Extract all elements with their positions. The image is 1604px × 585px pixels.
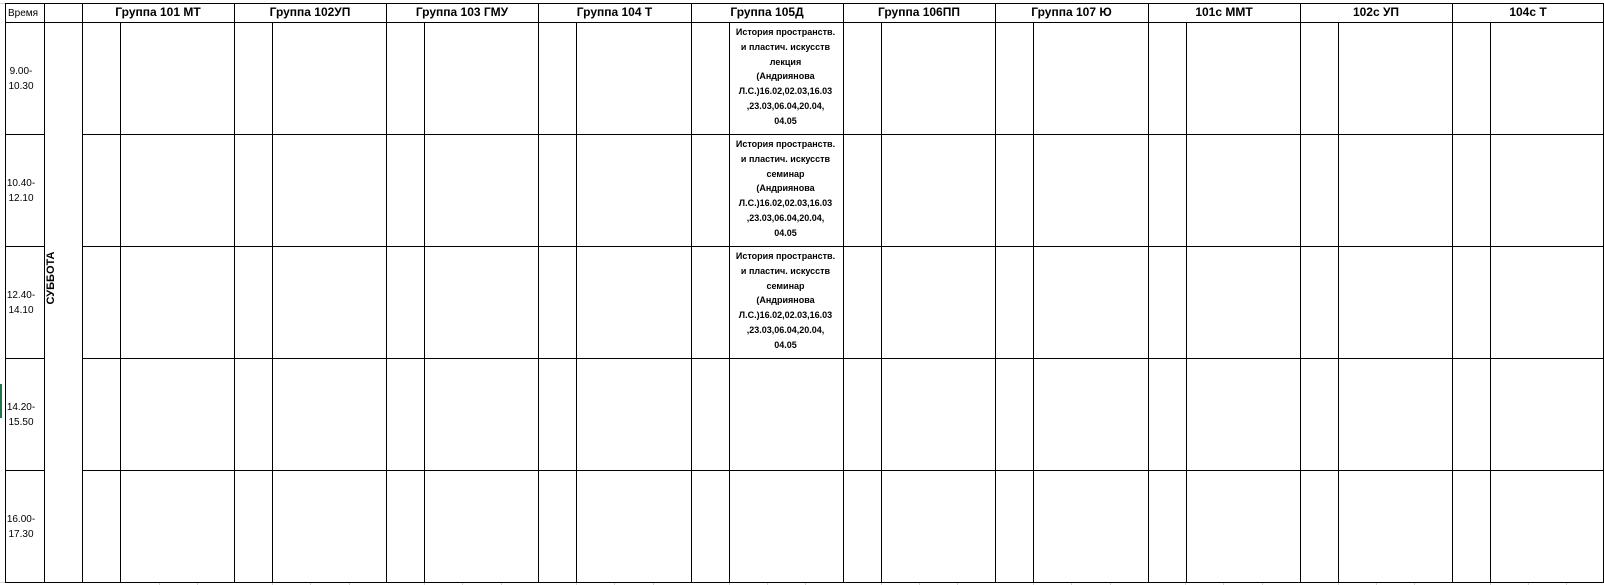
- grid-vline: [1186, 22, 1187, 582]
- time-slot-3[interactable]: [3, 288, 39, 318]
- grid-vline: [1300, 3, 1301, 582]
- lesson-line: (Андриянова: [756, 71, 815, 82]
- lesson-line: Л.С.)16.02,02.03,16.03: [738, 198, 833, 209]
- grid-vline: [1148, 3, 1149, 582]
- group-header-103gmu[interactable]: Группа 103 ГМУ: [415, 5, 509, 19]
- time-slot-4[interactable]: [3, 400, 39, 430]
- group-header-101mt[interactable]: Группа 101 МТ: [115, 5, 201, 19]
- lesson-105d-slot-2[interactable]: [729, 137, 842, 241]
- grid-hline: [5, 582, 1604, 583]
- grid-hline: [82, 470, 1604, 471]
- group-header-106pp[interactable]: Группа 106ПП: [878, 5, 960, 19]
- lesson-105d-slot-3[interactable]: [729, 249, 842, 353]
- grid-vline: [120, 22, 121, 582]
- lesson-line: (Андриянова: [756, 295, 815, 306]
- time-slot-end: 15.50: [8, 417, 34, 428]
- lesson-line: и пластич. искусств: [740, 41, 831, 52]
- grid-vline: [576, 22, 577, 582]
- time-slot-start: 9.00-: [9, 66, 33, 77]
- lesson-line: ,23.03,06.04,20.04,: [746, 100, 825, 111]
- time-column-header[interactable]: Время: [8, 8, 39, 19]
- time-slot-start: 12.40-: [6, 290, 36, 301]
- lesson-line: Л.С.)16.02,02.03,16.03: [738, 310, 833, 321]
- time-slot-end: 17.30: [8, 529, 34, 540]
- grid-vline: [1452, 3, 1453, 582]
- grid-vline: [1490, 22, 1491, 582]
- time-slot-1[interactable]: [3, 64, 39, 94]
- lesson-line: (Андриянова: [756, 183, 815, 194]
- lesson-line: История пространств.: [735, 27, 836, 37]
- grid-hline: [82, 358, 1604, 359]
- grid-vline: [424, 22, 425, 582]
- time-slot-end: 12.10: [8, 193, 34, 204]
- lesson-line: 04.05: [774, 339, 797, 350]
- lesson-line: ,23.03,06.04,20.04,: [746, 212, 825, 223]
- grid-vline: [234, 3, 235, 582]
- lesson-line: История пространств.: [735, 139, 836, 149]
- lesson-line: История пространств.: [735, 251, 836, 261]
- lesson-105d-slot-1[interactable]: [729, 25, 842, 129]
- time-slot-start: 16.00-: [6, 514, 36, 525]
- grid-vline: [82, 3, 83, 582]
- group-header-101c-mmt[interactable]: 101с ММТ: [1195, 5, 1253, 19]
- time-slot-end: 14.10: [8, 305, 34, 316]
- lesson-line: 04.05: [774, 115, 797, 126]
- time-slot-5[interactable]: [3, 512, 39, 542]
- time-slot-start: 14.20-: [6, 402, 36, 413]
- lesson-line: ,23.03,06.04,20.04,: [746, 324, 825, 335]
- grid-vline: [386, 3, 387, 582]
- grid-vline: [881, 22, 882, 582]
- lesson-line: семинар: [766, 168, 805, 179]
- time-slot-end: 10.30: [8, 81, 34, 92]
- time-slot-start: 10.40-: [6, 178, 36, 189]
- grid-vline: [1033, 22, 1034, 582]
- day-label-saturday[interactable]: СУББОТА: [45, 251, 57, 305]
- grid-hline: [5, 134, 44, 135]
- grid-hline: [5, 22, 1604, 23]
- grid-vline: [995, 3, 996, 582]
- grid-vline: [691, 3, 692, 582]
- grid-hline: [5, 358, 44, 359]
- group-header-107yu[interactable]: Группа 107 Ю: [1031, 5, 1112, 19]
- lesson-line: Л.С.)16.02,02.03,16.03: [738, 86, 833, 97]
- grid-vline: [272, 22, 273, 582]
- lesson-line: 04.05: [774, 227, 797, 238]
- group-header-104c-t[interactable]: 104с Т: [1509, 5, 1547, 19]
- lesson-line: и пластич. искусств: [740, 265, 831, 276]
- lesson-line: семинар: [766, 280, 805, 291]
- lesson-line: и пластич. искусств: [740, 153, 831, 164]
- row-selection-marker: [0, 384, 2, 418]
- grid-hline: [5, 470, 44, 471]
- grid-vline: [843, 3, 844, 582]
- grid-hline: [82, 134, 1604, 135]
- lesson-line: лекция: [769, 56, 802, 67]
- grid-hline: [5, 246, 44, 247]
- group-header-102c-up[interactable]: 102с УП: [1352, 5, 1400, 19]
- grid-vline: [1338, 22, 1339, 582]
- group-header-105d[interactable]: Группа 105Д: [730, 5, 804, 19]
- time-slot-2[interactable]: [3, 176, 39, 206]
- grid-vline: [538, 3, 539, 582]
- group-header-104t[interactable]: Группа 104 Т: [576, 5, 653, 19]
- grid-hline: [82, 246, 1604, 247]
- group-header-102up[interactable]: Группа 102УП: [269, 5, 351, 19]
